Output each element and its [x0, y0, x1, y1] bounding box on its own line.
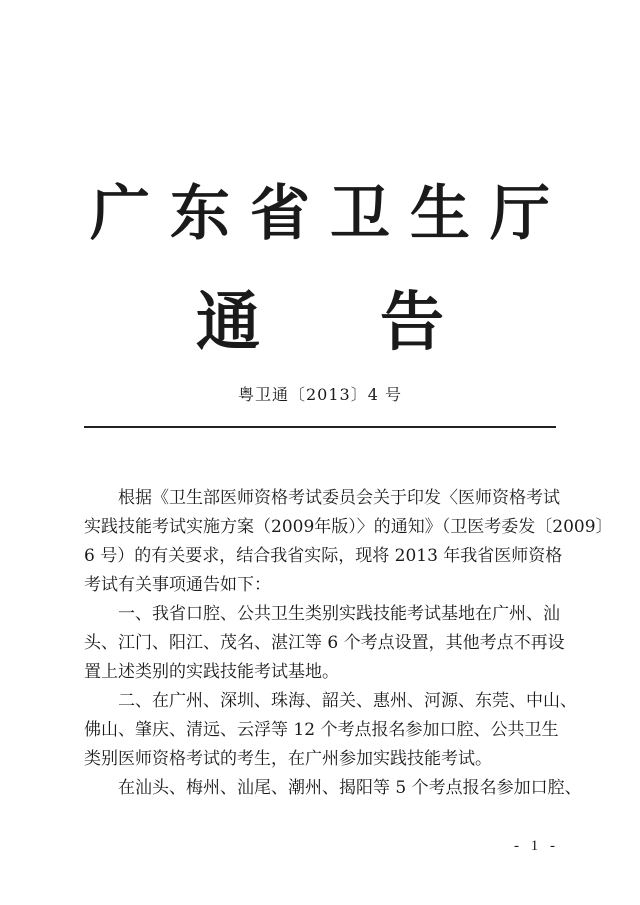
document-type-char-2: 告 — [380, 285, 444, 360]
body-line: 二、在广州、深圳、珠海、韶关、惠州、河源、东莞、中山、 — [118, 691, 577, 711]
body-line: 根据《卫生部医师资格考试委员会关于印发〈医师资格考试 — [118, 488, 560, 508]
body-line: 佛山、肇庆、清远、云浮等 12 个考点报名参加口腔、公共卫生 — [84, 720, 559, 740]
body-line: 一、我省口腔、公共卫生类别实践技能考试基地在广州、汕 — [118, 604, 560, 624]
document-title: 广东省卫生厅 — [90, 179, 570, 249]
document-type-char-1: 通 — [196, 285, 260, 360]
body-line: 实践技能考试实施方案（2009年版）〉的通知》（卫医考委发〔2009〕 — [84, 517, 613, 537]
body-line: 头、江门、阳江、茂名、湛江等 6 个考点设置，其他考点不再设 — [84, 633, 565, 653]
body-line: 考试有关事项通告如下： — [84, 575, 271, 595]
body-line: 类别医师资格考试的考生，在广州参加实践技能考试。 — [84, 749, 492, 769]
document-body — [84, 484, 613, 803]
page-number: - 1 - — [514, 838, 559, 854]
body-line: 在汕头、梅州、汕尾、潮州、揭阳等 5 个考点报名参加口腔、 — [118, 778, 582, 798]
body-line: 6 号）的有关要求，结合我省实际，现将 2013 年我省医师资格 — [84, 546, 563, 566]
document-number: 粤卫通〔2013〕4 号 — [238, 385, 402, 404]
body-line: 置上述类别的实践技能考试基地。 — [84, 662, 339, 682]
header-divider — [84, 426, 556, 428]
